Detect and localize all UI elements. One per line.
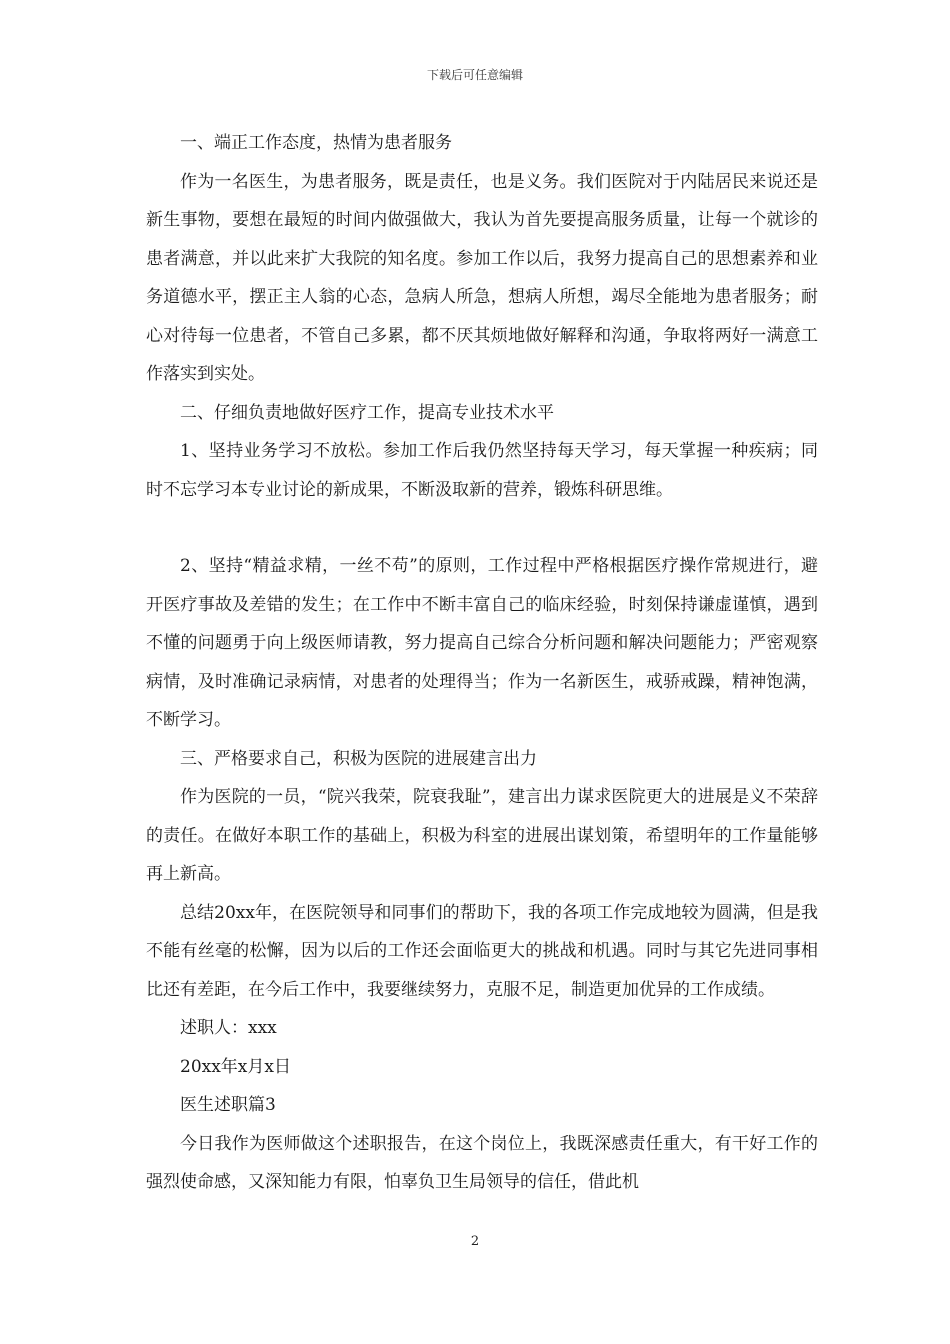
page-number: 2 <box>470 1234 480 1249</box>
article-title: 医生述职篇3 <box>180 1095 276 1115</box>
document-body <box>146 124 818 1202</box>
signature-line: 述职人：xxx <box>180 1018 277 1038</box>
section-heading-2: 二、仔细负责地做好医疗工作，提高专业技术水平 <box>180 402 554 423</box>
paragraph-service: 作为一名医生，为患者服务，既是责任，也是义务。我们医院对于内陆居民来说还是新生事物，要想在最短的时间内做强做大，我认为首先要提高服务质量，让每一个就诊的患者满意，并以此来扩大我院的知名度。参加工作以后，我努力提高自己的思想素养和业务道德水平，摆正主人翁的心态，急病人所急，想病人所想，竭尽全能地为患者服务；耐心对待每一位患者，不管自己多累，都不厌其烦地做好解释和沟通，争取将两好一满意工作落实到实处。 <box>146 171 818 384</box>
paragraph-summary: 总结20xx年，在医院领导和同事们的帮助下，我的各项工作完成地较为圆满，但是我不能有丝毫的松懈，因为以后的工作还会面临更大的挑战和机遇。同时与其它先进同事相比还有差距，在今后工作中，我要继续努力，克服不足，制造更加优异的工作成绩。 <box>146 902 818 1000</box>
date-line: 20xx年x月x日 <box>180 1056 291 1077</box>
paragraph-hospital-member: 作为医院的一员，“院兴我荣，院衰我耻”，建言出力谋求医院更大的进展是义不荣辞的责任。在做好本职工作的基础上，积极为科室的进展出谋划策，希望明年的工作量能够再上新高。 <box>146 787 818 884</box>
paragraph-intro: 今日我作为医师做这个述职报告，在这个岗位上，我既深感责任重大，有干好工作的强烈使命感，又深知能力有限，怕辜负卫生局领导的信任，借此机 <box>146 1133 818 1192</box>
paragraph-principle: 2、坚持“精益求精，一丝不苟”的原则，工作过程中严格根据医疗操作常规进行，避开医疗事故及差错的发生；在工作中不断丰富自己的临床经验，时刻保持谦虚谨慎，遇到不懂的问题勇于向上级医师请教，努力提高自己综合分析问题和解决问题能力；严密观察病情，及时准确记录病情，对患者的处理得当；作为一名新医生，戒骄戒躁，精神饱满，不断学习。 <box>146 556 818 730</box>
section-heading-3: 三、严格要求自己，积极为医院的进展建言出力 <box>180 748 537 769</box>
section-heading-1: 一、端正工作态度，热情为患者服务 <box>180 133 452 153</box>
header-note: 下载后可任意编辑 <box>426 68 523 82</box>
paragraph-study: 1、坚持业务学习不放松。参加工作后我仍然坚持每天学习，每天掌握一种疾病；同时不忘学习本专业讨论的新成果，不断汲取新的营养，锻炼科研思维。 <box>146 441 818 500</box>
